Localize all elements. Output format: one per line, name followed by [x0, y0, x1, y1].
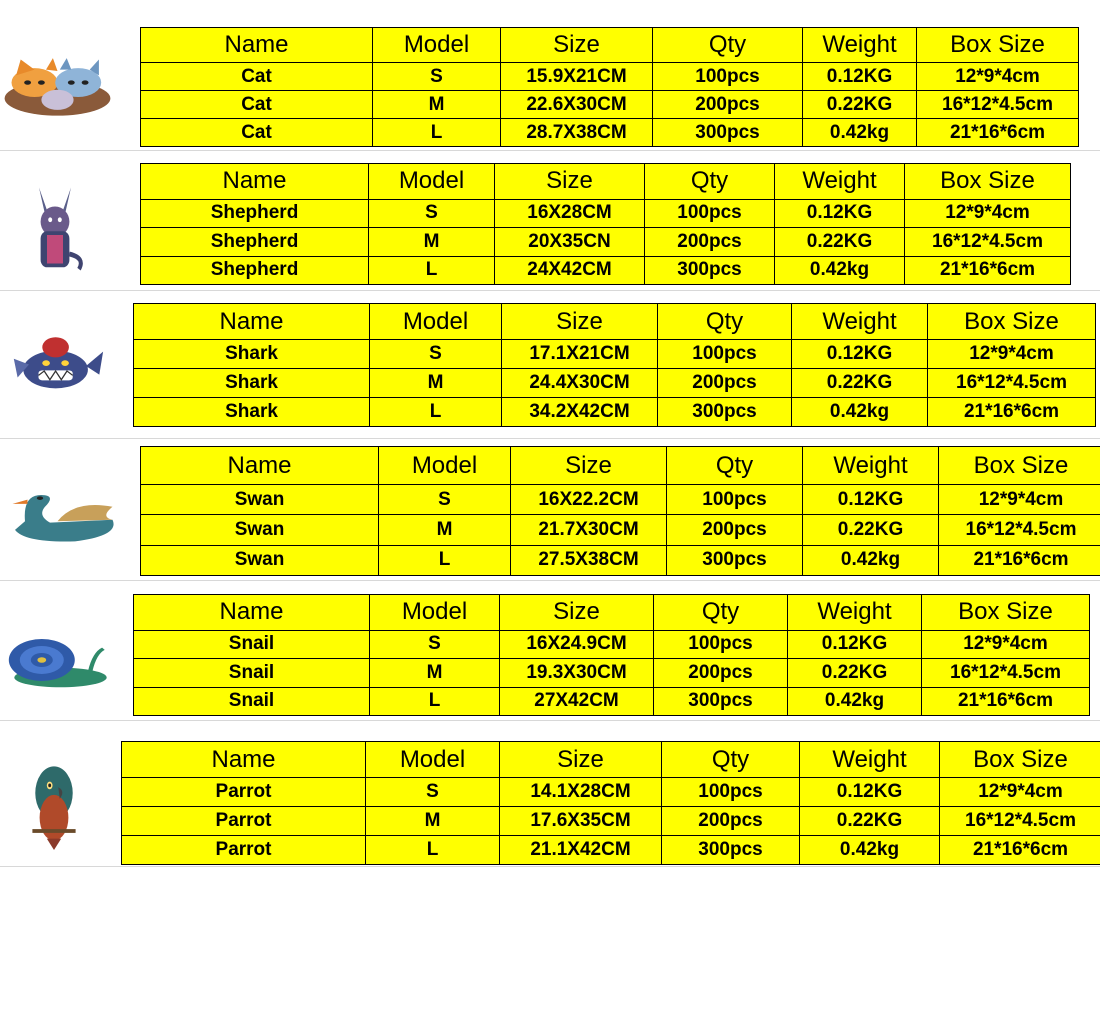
table-cell: Snail: [134, 687, 370, 715]
column-header: Qty: [654, 595, 788, 631]
section-divider: [0, 866, 1100, 867]
table-cell: M: [370, 659, 500, 687]
table-cell: 100pcs: [653, 63, 803, 91]
column-header: Name: [141, 28, 373, 63]
table-cell: 0.12KG: [803, 63, 917, 91]
table-row: [141, 91, 1079, 119]
table-header-row: [122, 742, 1100, 778]
table-cell: 27X42CM: [500, 687, 654, 715]
column-header: Model: [366, 742, 500, 778]
table-cell: 300pcs: [667, 545, 803, 575]
table-cell: Parrot: [122, 807, 366, 836]
table-cell: 0.12KG: [803, 485, 939, 515]
table-cell: 200pcs: [645, 228, 775, 256]
table-row: [141, 199, 1071, 227]
parrot-puzzle-icon: [18, 755, 90, 850]
table-cell: L: [366, 836, 500, 865]
column-header: Box Size: [922, 595, 1090, 631]
table-cell: 300pcs: [653, 119, 803, 147]
table-cell: 200pcs: [653, 91, 803, 119]
table-cell: Shepherd: [141, 256, 369, 284]
table-cell: 16*12*4.5cm: [940, 807, 1100, 836]
table-cell: 0.42kg: [800, 836, 940, 865]
table-cell: 200pcs: [662, 807, 800, 836]
table-header-row: [134, 595, 1090, 631]
column-header: Box Size: [928, 304, 1096, 340]
column-header: Qty: [662, 742, 800, 778]
table-cell: Cat: [141, 119, 373, 147]
table-row: [141, 256, 1071, 284]
section-divider: [0, 290, 1100, 291]
table-cell: 16*12*4.5cm: [905, 228, 1071, 256]
table-header-row: [134, 304, 1096, 340]
column-header: Box Size: [917, 28, 1079, 63]
table-cell: 12*9*4cm: [939, 485, 1100, 515]
table-cell: 300pcs: [662, 836, 800, 865]
table-cell: 21*16*6cm: [928, 398, 1096, 427]
section-divider: [0, 720, 1100, 721]
column-header: Qty: [658, 304, 792, 340]
column-header: Weight: [800, 742, 940, 778]
table-cell: 300pcs: [654, 687, 788, 715]
table-cell: 16*12*4.5cm: [917, 91, 1079, 119]
table-cell: 21.7X30CM: [511, 515, 667, 545]
table-cell: 19.3X30CM: [500, 659, 654, 687]
column-header: Qty: [645, 164, 775, 200]
table-row: [141, 228, 1071, 256]
table-cell: 12*9*4cm: [928, 340, 1096, 369]
section-divider: [0, 150, 1100, 151]
table-cell: 100pcs: [667, 485, 803, 515]
column-header: Size: [495, 164, 645, 200]
table-cell: 0.42kg: [788, 687, 922, 715]
table-row: [134, 630, 1090, 658]
shepherd-dog-puzzle-icon: [15, 178, 95, 273]
table-cell: 14.1X28CM: [500, 778, 662, 807]
table-row: [141, 545, 1100, 575]
table-cell: 21*16*6cm: [917, 119, 1079, 147]
table-cell: 300pcs: [658, 398, 792, 427]
table-cell: 0.12KG: [788, 630, 922, 658]
table-cell: S: [370, 630, 500, 658]
table-cell: M: [369, 228, 495, 256]
table-cell: 24.4X30CM: [502, 369, 658, 398]
cat-puzzle-icon: [0, 48, 115, 120]
swan-puzzle-icon: [0, 478, 125, 550]
table-cell: 21*16*6cm: [905, 256, 1071, 284]
table-cell: L: [370, 687, 500, 715]
table-row: [122, 807, 1100, 836]
table-cell: 20X35CN: [495, 228, 645, 256]
table-row: [141, 485, 1100, 515]
column-header: Size: [501, 28, 653, 63]
table-cell: S: [379, 485, 511, 515]
table-cell: Swan: [141, 485, 379, 515]
table-cell: Snail: [134, 659, 370, 687]
table-cell: 16*12*4.5cm: [922, 659, 1090, 687]
table-cell: Shepherd: [141, 228, 369, 256]
table-cell: 200pcs: [667, 515, 803, 545]
spec-table: [140, 27, 1079, 147]
table-cell: 15.9X21CM: [501, 63, 653, 91]
table-cell: Parrot: [122, 778, 366, 807]
table-cell: 12*9*4cm: [905, 199, 1071, 227]
table-cell: 0.12KG: [792, 340, 928, 369]
table-cell: M: [366, 807, 500, 836]
table-cell: M: [379, 515, 511, 545]
column-header: Model: [370, 595, 500, 631]
section-divider: [0, 580, 1100, 581]
table-cell: 0.22KG: [788, 659, 922, 687]
column-header: Size: [502, 304, 658, 340]
table-cell: S: [370, 340, 502, 369]
column-header: Size: [500, 595, 654, 631]
table-cell: Swan: [141, 545, 379, 575]
table-cell: L: [370, 398, 502, 427]
table-cell: 28.7X38CM: [501, 119, 653, 147]
table-cell: 17.1X21CM: [502, 340, 658, 369]
column-header: Name: [134, 304, 370, 340]
table-cell: 100pcs: [645, 199, 775, 227]
table-cell: 0.22KG: [792, 369, 928, 398]
table-row: [134, 687, 1090, 715]
table-cell: L: [379, 545, 511, 575]
column-header: Model: [370, 304, 502, 340]
table-cell: 0.42kg: [775, 256, 905, 284]
table-cell: 12*9*4cm: [940, 778, 1100, 807]
table-cell: 27.5X38CM: [511, 545, 667, 575]
column-header: Box Size: [940, 742, 1100, 778]
column-header: Box Size: [905, 164, 1071, 200]
table-row: [141, 515, 1100, 545]
table-cell: 0.22KG: [803, 515, 939, 545]
table-cell: 0.42kg: [803, 119, 917, 147]
table-cell: 16X22.2CM: [511, 485, 667, 515]
column-header: Name: [141, 447, 379, 485]
table-cell: 300pcs: [645, 256, 775, 284]
table-cell: 200pcs: [654, 659, 788, 687]
table-cell: 16X28CM: [495, 199, 645, 227]
table-cell: Cat: [141, 63, 373, 91]
table-cell: L: [373, 119, 501, 147]
table-row: [122, 836, 1100, 865]
table-cell: S: [366, 778, 500, 807]
spec-table: [121, 741, 1100, 865]
table-cell: 0.12KG: [800, 778, 940, 807]
table-row: [134, 398, 1096, 427]
table-cell: S: [373, 63, 501, 91]
table-cell: 100pcs: [662, 778, 800, 807]
table-cell: Shark: [134, 340, 370, 369]
table-row: [134, 340, 1096, 369]
table-row: [141, 119, 1079, 147]
column-header: Box Size: [939, 447, 1100, 485]
table-cell: 24X42CM: [495, 256, 645, 284]
table-cell: 12*9*4cm: [922, 630, 1090, 658]
table-row: [122, 778, 1100, 807]
table-cell: Shark: [134, 398, 370, 427]
column-header: Name: [122, 742, 366, 778]
section-divider: [0, 438, 1100, 439]
shark-puzzle-icon: [10, 330, 105, 402]
column-header: Weight: [775, 164, 905, 200]
table-cell: 200pcs: [658, 369, 792, 398]
table-header-row: [141, 28, 1079, 63]
table-cell: 0.12KG: [775, 199, 905, 227]
table-cell: 0.22KG: [775, 228, 905, 256]
table-cell: Cat: [141, 91, 373, 119]
table-row: [141, 63, 1079, 91]
table-cell: 100pcs: [654, 630, 788, 658]
column-header: Weight: [803, 447, 939, 485]
table-cell: M: [370, 369, 502, 398]
table-cell: 21*16*6cm: [939, 545, 1100, 575]
column-header: Name: [134, 595, 370, 631]
table-cell: 21*16*6cm: [940, 836, 1100, 865]
column-header: Weight: [788, 595, 922, 631]
column-header: Model: [373, 28, 501, 63]
snail-puzzle-icon: [0, 625, 110, 695]
table-cell: 21.1X42CM: [500, 836, 662, 865]
table-cell: Swan: [141, 515, 379, 545]
spec-table: [133, 594, 1090, 716]
spec-table: [140, 446, 1100, 576]
table-cell: 17.6X35CM: [500, 807, 662, 836]
spec-table: [140, 163, 1071, 285]
table-cell: 100pcs: [658, 340, 792, 369]
table-row: [134, 369, 1096, 398]
column-header: Size: [511, 447, 667, 485]
table-cell: 16*12*4.5cm: [939, 515, 1100, 545]
table-cell: 0.22KG: [800, 807, 940, 836]
table-cell: 0.42kg: [792, 398, 928, 427]
table-header-row: [141, 447, 1100, 485]
column-header: Qty: [653, 28, 803, 63]
table-cell: Snail: [134, 630, 370, 658]
table-cell: 0.22KG: [803, 91, 917, 119]
table-cell: L: [369, 256, 495, 284]
column-header: Weight: [803, 28, 917, 63]
table-cell: 16X24.9CM: [500, 630, 654, 658]
table-header-row: [141, 164, 1071, 200]
table-cell: 21*16*6cm: [922, 687, 1090, 715]
table-cell: 16*12*4.5cm: [928, 369, 1096, 398]
spec-table: [133, 303, 1096, 427]
column-header: Name: [141, 164, 369, 200]
table-row: [134, 659, 1090, 687]
table-cell: S: [369, 199, 495, 227]
table-cell: 0.42kg: [803, 545, 939, 575]
table-cell: 34.2X42CM: [502, 398, 658, 427]
column-header: Model: [379, 447, 511, 485]
column-header: Model: [369, 164, 495, 200]
table-cell: Shark: [134, 369, 370, 398]
table-cell: M: [373, 91, 501, 119]
column-header: Size: [500, 742, 662, 778]
table-cell: 12*9*4cm: [917, 63, 1079, 91]
column-header: Weight: [792, 304, 928, 340]
table-cell: 22.6X30CM: [501, 91, 653, 119]
column-header: Qty: [667, 447, 803, 485]
table-cell: Parrot: [122, 836, 366, 865]
table-cell: Shepherd: [141, 199, 369, 227]
